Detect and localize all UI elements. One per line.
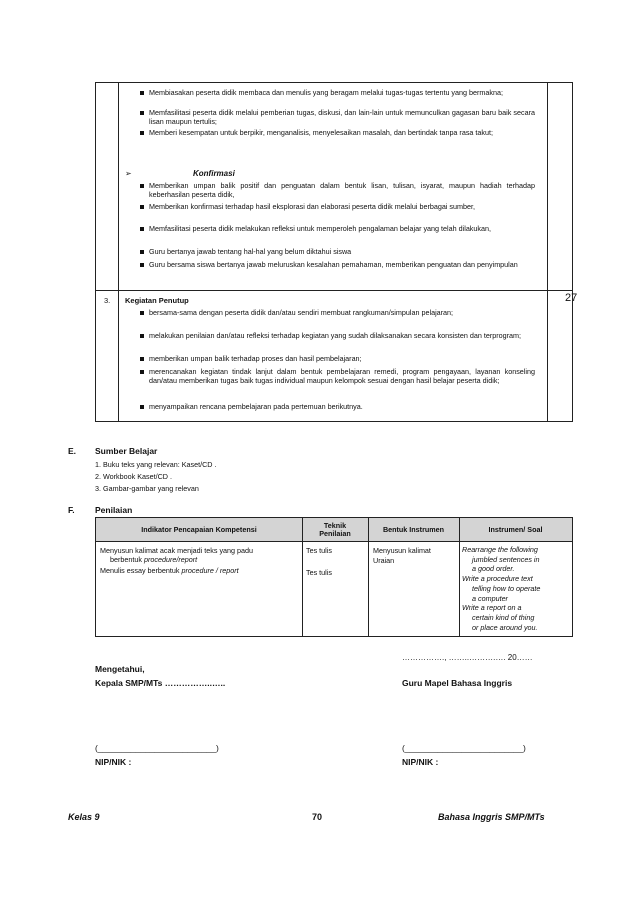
mengetahui-label: Mengetahui,: [95, 664, 145, 674]
section-letter: E.: [68, 446, 77, 456]
square-bullet-icon: [140, 227, 144, 231]
header-teknik: Teknik Penilaian: [319, 520, 351, 538]
date-line: ……………., ……..……….…. 20……: [402, 653, 533, 662]
list-item: merencanakan kegiatan tindak lanjut dalam bentuk pembelajaran remedi, program pengayaan, layanan konseling dan/atau memberikan tugas baik tugas individual maupun kelompok sesuai dengan hasil belajar peserta didik;: [149, 367, 535, 386]
list-item: 1. Buku teks yang relevan: Kaset/CD .: [95, 460, 217, 469]
list-item: Memberikan konfirmasi terhadap hasil eksplorasi dan elaborasi peserta didik melalui berbagai sumber,: [149, 202, 535, 211]
arrow-bullet-icon: ➢: [125, 169, 132, 178]
table-row-divider: [96, 290, 572, 291]
list-item: melakukan penilaian dan/atau refleksi terhadap kegiatan yang sudah dilaksanakan secara konsisten dan terprogram;: [149, 331, 535, 340]
list-item: Guru bertanya jawab tentang hal-hal yang belum diktahui siswa: [149, 247, 535, 256]
square-bullet-icon: [140, 405, 144, 409]
header-indikator: Indikator Pencapaian Kompetensi: [141, 524, 257, 534]
table-column-divider: [547, 83, 548, 421]
section-letter: F.: [68, 505, 75, 515]
square-bullet-icon: [140, 370, 144, 374]
footer-left: Kelas 9: [68, 812, 100, 822]
row-number: 3.: [104, 296, 111, 305]
section-title: Penilaian: [95, 505, 133, 515]
indikator-cell: Menyusun kalimat acak menjadi teks yang padu berbentuk procedure/report Menulis essay berbentuk procedure / report: [100, 546, 254, 575]
list-item: Memfasilitasi peserta didik melalui pemberian tugas, diskusi, dan lain-lain untuk memunculkan gagasan baru baik secara lisan maupun tertulis;: [149, 108, 535, 127]
list-item: bersama-sama dengan peserta didik dan/atau sendiri membuat rangkuman/simpulan pelajaran;: [149, 308, 535, 317]
list-item: memberikan umpan balik terhadap proses dan hasil pembelajaran;: [149, 354, 535, 363]
square-bullet-icon: [140, 111, 144, 115]
header-bentuk: Bentuk Instrumen: [382, 524, 445, 534]
square-bullet-icon: [140, 91, 144, 95]
side-page-number: 27: [565, 292, 578, 304]
list-item: 2. Workbook Kaset/CD .: [95, 472, 172, 481]
signature-blank-left: (_________________________): [95, 743, 219, 753]
list-item: Memberi kesempatan untuk berpikir, menganalisis, menyelesaikan masalah, dan bertindak tanpa rasa takut;: [149, 128, 535, 137]
square-bullet-icon: [140, 357, 144, 361]
nip-right: NIP/NIK :: [402, 757, 439, 767]
header-instrumen: Instrumen/ Soal: [488, 524, 543, 534]
nip-left: NIP/NIK :: [95, 757, 132, 767]
square-bullet-icon: [140, 311, 144, 315]
signature-blank-right: (_________________________): [402, 743, 526, 753]
list-item: Guru bersama siswa bertanya jawab meluruskan kesalahan pemahaman, memberikan penguatan dan penyimpulan: [149, 260, 535, 269]
list-item: Memfasilitasi peserta didik melakukan refleksi untuk memperoleh pengalaman belajar yang telah dilakukan,: [149, 224, 535, 233]
kegiatan-penutup-title: Kegiatan Penutup: [125, 296, 189, 305]
square-bullet-icon: [140, 205, 144, 209]
assessment-table: [95, 517, 573, 637]
konfirmasi-label: Konfirmasi: [193, 169, 235, 178]
square-bullet-icon: [140, 131, 144, 135]
teknik-cell: Tes tulis: [306, 546, 332, 555]
list-item: Memberikan umpan balik positif dan penguatan dalam bentuk lisan, tulisan, isyarat, maupun hadiah terhadap keberhasilan peserta didik,: [149, 181, 535, 200]
square-bullet-icon: [140, 334, 144, 338]
guru-label: Guru Mapel Bahasa Inggris: [402, 678, 513, 688]
kepala-label: Kepala SMP/MTs ……………..…..: [95, 678, 226, 688]
footer-right: Bahasa Inggris SMP/MTs: [438, 812, 545, 822]
section-title: Sumber Belajar: [95, 446, 158, 456]
table-column-divider: [118, 83, 119, 421]
square-bullet-icon: [140, 250, 144, 254]
bentuk-cell: Uraian: [373, 556, 395, 565]
list-item: Membiasakan peserta didik membaca dan menulis yang beragam melalui tugas-tugas tertentu yang bermakna;: [149, 88, 535, 97]
square-bullet-icon: [140, 184, 144, 188]
teknik-cell: Tes tulis: [306, 568, 332, 577]
list-item: 3. Gambar-gambar yang relevan: [95, 484, 199, 493]
square-bullet-icon: [140, 263, 144, 267]
list-item: menyampaikan rencana pembelajaran pada pertemuan berikutnya.: [149, 402, 535, 411]
instrumen-cell: Rearrange the following jumbled sentences in a good order. Write a procedure text telling how to operate a computer Write a report on a certain kind of thing or place around you.: [462, 545, 541, 632]
bentuk-cell: Menyusun kalimat: [373, 546, 431, 555]
page-number: 70: [312, 812, 323, 822]
